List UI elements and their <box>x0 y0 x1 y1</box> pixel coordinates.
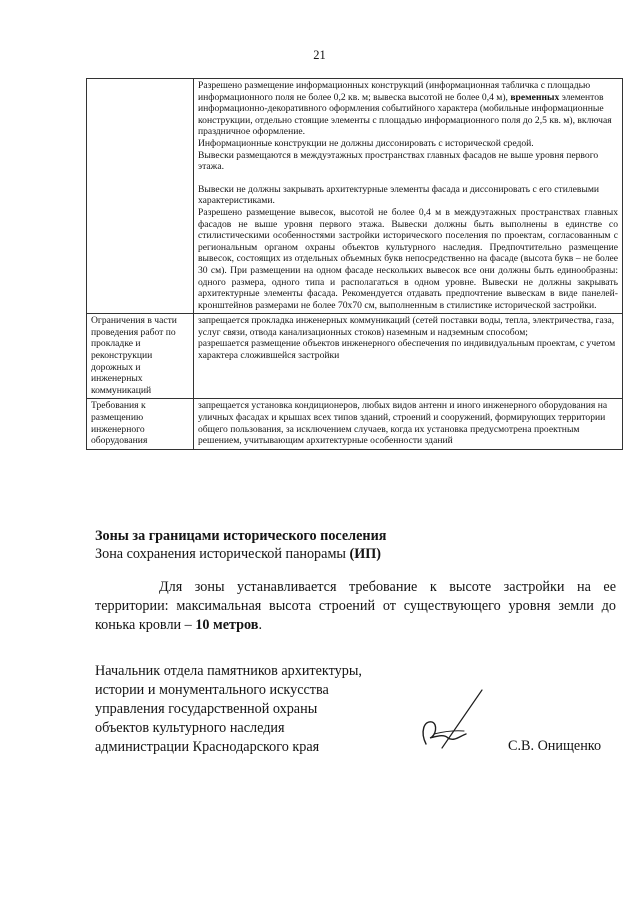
paragraph: Вывески не должны закрывать архитектурные элементы фасада и диссонировать с его стилевыми характеристиками. <box>198 183 600 207</box>
paragraph: Информационные конструкции не должны диссонировать с исторической средой. <box>198 137 534 149</box>
paragraph: запрещается установка кондиционеров, любых видов антенн и иного инженерного оборудования на уличных фасадах и крышах всех типов зданий, строений и сооружений, формирующих территории общего пользования, за исключением случаев, когда их установка предусмотрена проектным решением, учитывающим архитектурные особенности зданий <box>198 400 608 447</box>
title-line: администрации Краснодарского края <box>95 739 320 755</box>
table-row <box>87 79 623 314</box>
bold-word: временных <box>510 91 560 103</box>
zone-subheading: Зона сохранения исторической панорамы (ИП) <box>95 546 382 562</box>
height-value: 10 метров <box>195 617 259 633</box>
zone-requirement-text: Для зоны устанавливается требование к высоте застройки на ее территории: максимальная высота строений от существующего уровня земли до конька кровли – 10 метров. <box>95 579 616 633</box>
signatory-title <box>95 662 362 757</box>
zone-heading: Зоны за границами исторического поселения <box>95 528 387 544</box>
row-label: Требования к размещению инженерного оборудования <box>87 399 194 449</box>
signer-name: С.В. Онищенко <box>508 738 602 754</box>
row-content <box>194 314 623 399</box>
paragraph: запрещается прокладка инженерных коммуникаций (сетей поставки воды, тепла, электричества, газа, услуг связи, отвода канализационных стоков) наземным и надземным способом; <box>198 315 615 338</box>
page-number: 21 <box>313 48 326 62</box>
title-line: Начальник отдела памятников архитектуры, <box>95 663 362 679</box>
row-content <box>194 399 623 449</box>
handwritten-signature <box>412 686 492 758</box>
row-content <box>194 79 623 314</box>
title-line: истории и монументального искусства <box>95 682 329 698</box>
zone-code: (ИП) <box>349 546 382 562</box>
row-label <box>87 79 194 314</box>
row-label: Ограничения в части проведения работ по прокладке и реконструкции дорожных и инженерных коммуникаций <box>87 314 194 399</box>
regulations-table <box>86 78 623 450</box>
table-row <box>87 314 623 399</box>
paragraph: Разрешено размещение информационных конструкций (информационная табличка с площадью информационного поля не более 0,2 кв. м; вывеска высотой не более 0,4 м), временных элементов информационно-декоративного оформления событийного характера (мобильные информационные конструкции, отдельно стоящие элементы с площадью информационного поля до 2,5 кв. м), включая праздничное оформление. <box>198 80 612 138</box>
title-line: управления государственной охраны <box>95 701 318 717</box>
paragraph: Вывески размещаются в междуэтажных пространствах главных фасадов не выше уровня первого этажа. <box>198 149 599 173</box>
table-row <box>87 399 623 449</box>
paragraph: разрешается размещение объектов инженерного обеспечения по индивидуальным проектам, с учетом характера сложившейся застройки <box>198 338 616 362</box>
title-line: объектов культурного наследия <box>95 720 285 736</box>
paragraph: Разрешено размещение вывесок, высотой не более 0,4 м в междуэтажных пространствах главных фасадов не выше уровня первого этажа. Вывески должны быть выполнены в единстве со стилистическими особенностями застройки исторического поселения по проектам, согласованным с региональным органом охраны объектов культурного наследия. Предпочтительно размещение вывесок, состоящих из отдельных объемных букв непосредственно на фасаде (высота букв – не более 30 см). При размещении на одном фасаде нескольких вывесок все они должны быть единообразны: одного размера, одного типа и располагаться в одном уровне. Вывески не должны закрывать архитектурные элементы фасада. Рекомендуется отдавать предпочтение вывескам в виде панелей-кронштейнов размерами не более 70х70 см, выполненным в стилистике исторической застройки. <box>198 206 618 311</box>
